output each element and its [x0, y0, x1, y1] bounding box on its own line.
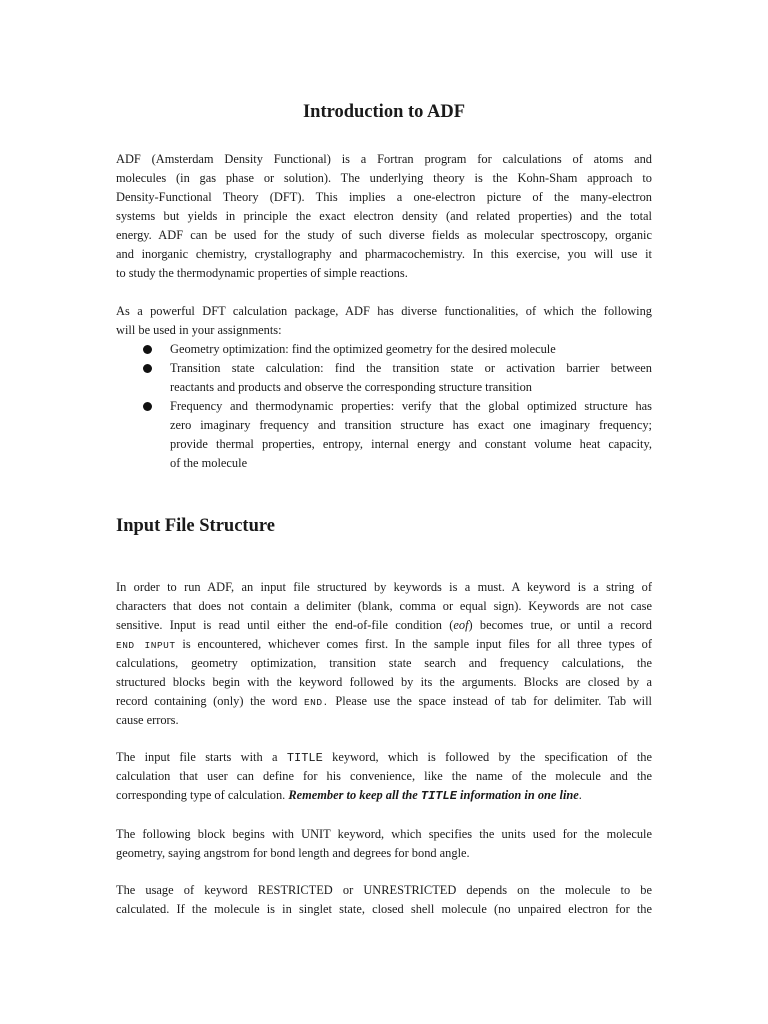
text-line: of the molecule — [170, 456, 248, 470]
text-line: reactants and products and observe the corresponding structure transition — [170, 380, 532, 394]
input-file-paragraph — [116, 578, 652, 730]
unit-paragraph — [116, 825, 652, 863]
text-line: geometry, saying angstrom for bond length and degrees for bond angle. — [116, 846, 470, 860]
text-fragment: ) becomes true, or until a record — [468, 618, 652, 632]
code-keyword: END INPUT — [116, 640, 176, 651]
text-line: provide thermal properties, entropy, internal energy and constant volume heat capacity, — [170, 437, 652, 451]
list-item — [116, 359, 652, 397]
text-line: systems but yields in principle the exact electron density (and related properties) and the total — [116, 209, 652, 223]
text-line: Density-Functional Theory (DFT). This implies a one-electron picture of the many-electron — [116, 190, 652, 204]
functionalities-paragraph — [116, 302, 652, 340]
restricted-paragraph — [116, 881, 652, 919]
text-fragment: Please use the space instead of tab for delimiter. Tab will — [328, 694, 652, 708]
intro-paragraph — [116, 150, 652, 283]
bullet-icon — [143, 345, 152, 354]
text-line — [116, 692, 652, 711]
eof-term: eof — [453, 618, 469, 632]
emphasis-text: information in one line — [456, 788, 579, 802]
code-keyword: TITLE — [420, 789, 457, 803]
bullet-icon — [143, 402, 152, 411]
text-line: energy. ADF can be used for the study of such diverse fields as molecular spectroscopy, organic — [116, 228, 652, 242]
text-fragment: record containing (only) the word — [116, 694, 304, 708]
text-line: Geometry optimization: find the optimized geometry for the desired molecule — [170, 342, 556, 356]
section-heading: Input File Structure — [116, 516, 275, 536]
document-title: Introduction to ADF — [302, 102, 466, 122]
text-line: In order to run ADF, an input file structured by keywords is a must. A keyword is a string of — [116, 580, 652, 594]
text-line — [116, 786, 652, 805]
code-keyword: END. — [303, 697, 329, 708]
text-line: As a powerful DFT calculation package, ADF has diverse functionalities, of which the following — [116, 304, 652, 318]
text-line — [116, 635, 652, 654]
text-line: zero imaginary frequency and transition structure has exact one imaginary frequency; — [170, 418, 652, 432]
text-line — [116, 748, 652, 767]
code-keyword: TITLE — [286, 751, 323, 765]
text-line: molecules (in gas phase or solution). The underlying theory is the Kohn-Sham approach to — [116, 171, 652, 185]
text-line: and inorganic chemistry, crystallography and pharmacochemistry. In this exercise, you will use it — [116, 247, 652, 261]
text-fragment: corresponding type of calculation. — [116, 788, 289, 802]
bullet-icon — [143, 364, 152, 373]
text-fragment: sensitive. Input is read until either the end-of-file condition ( — [116, 618, 454, 632]
list-item — [116, 340, 652, 359]
text-line: The following block begins with UNIT keyword, which specifies the units used for the molecule — [116, 827, 652, 841]
text-line: calculations, geometry optimization, transition state search and frequency calculations, the — [116, 656, 652, 670]
text-line: will be used in your assignments: — [116, 323, 282, 337]
title-keyword-paragraph — [116, 748, 652, 805]
text-line: ADF (Amsterdam Density Functional) is a Fortran program for calculations of atoms and — [116, 152, 652, 166]
text-line: characters that does not contain a delimiter (blank, comma or equal sign). Keywords are not case — [116, 599, 652, 613]
emphasis-text: Remember to keep all the — [288, 788, 421, 802]
text-fragment: The input file starts with a — [116, 750, 287, 764]
text-line: Frequency and thermodynamic properties: verify that the global optimized structure has — [170, 399, 652, 413]
text-line: Transition state calculation: find the transition state or activation barrier between — [170, 361, 652, 375]
text-line — [116, 616, 652, 635]
text-line: structured blocks begin with the keyword followed by its the arguments. Blocks are closed by a — [116, 675, 652, 689]
list-item — [116, 397, 652, 473]
text-line: calculation that user can define for his convenience, like the name of the molecule and the — [116, 769, 652, 783]
text-line: calculated. If the molecule is in singlet state, closed shell molecule (no unpaired electron for the — [116, 902, 652, 916]
text-fragment: . — [578, 788, 582, 802]
text-fragment: is encountered, whichever comes first. In the sample input files for all three types of — [175, 637, 652, 651]
functionalities-list — [116, 340, 652, 473]
text-line: cause errors. — [116, 713, 179, 727]
text-line: The usage of keyword RESTRICTED or UNRESTRICTED depends on the molecule to be — [116, 883, 652, 897]
text-fragment: keyword, which is followed by the specification of the — [322, 750, 652, 764]
text-line: to study the thermodynamic properties of simple reactions. — [116, 266, 408, 280]
